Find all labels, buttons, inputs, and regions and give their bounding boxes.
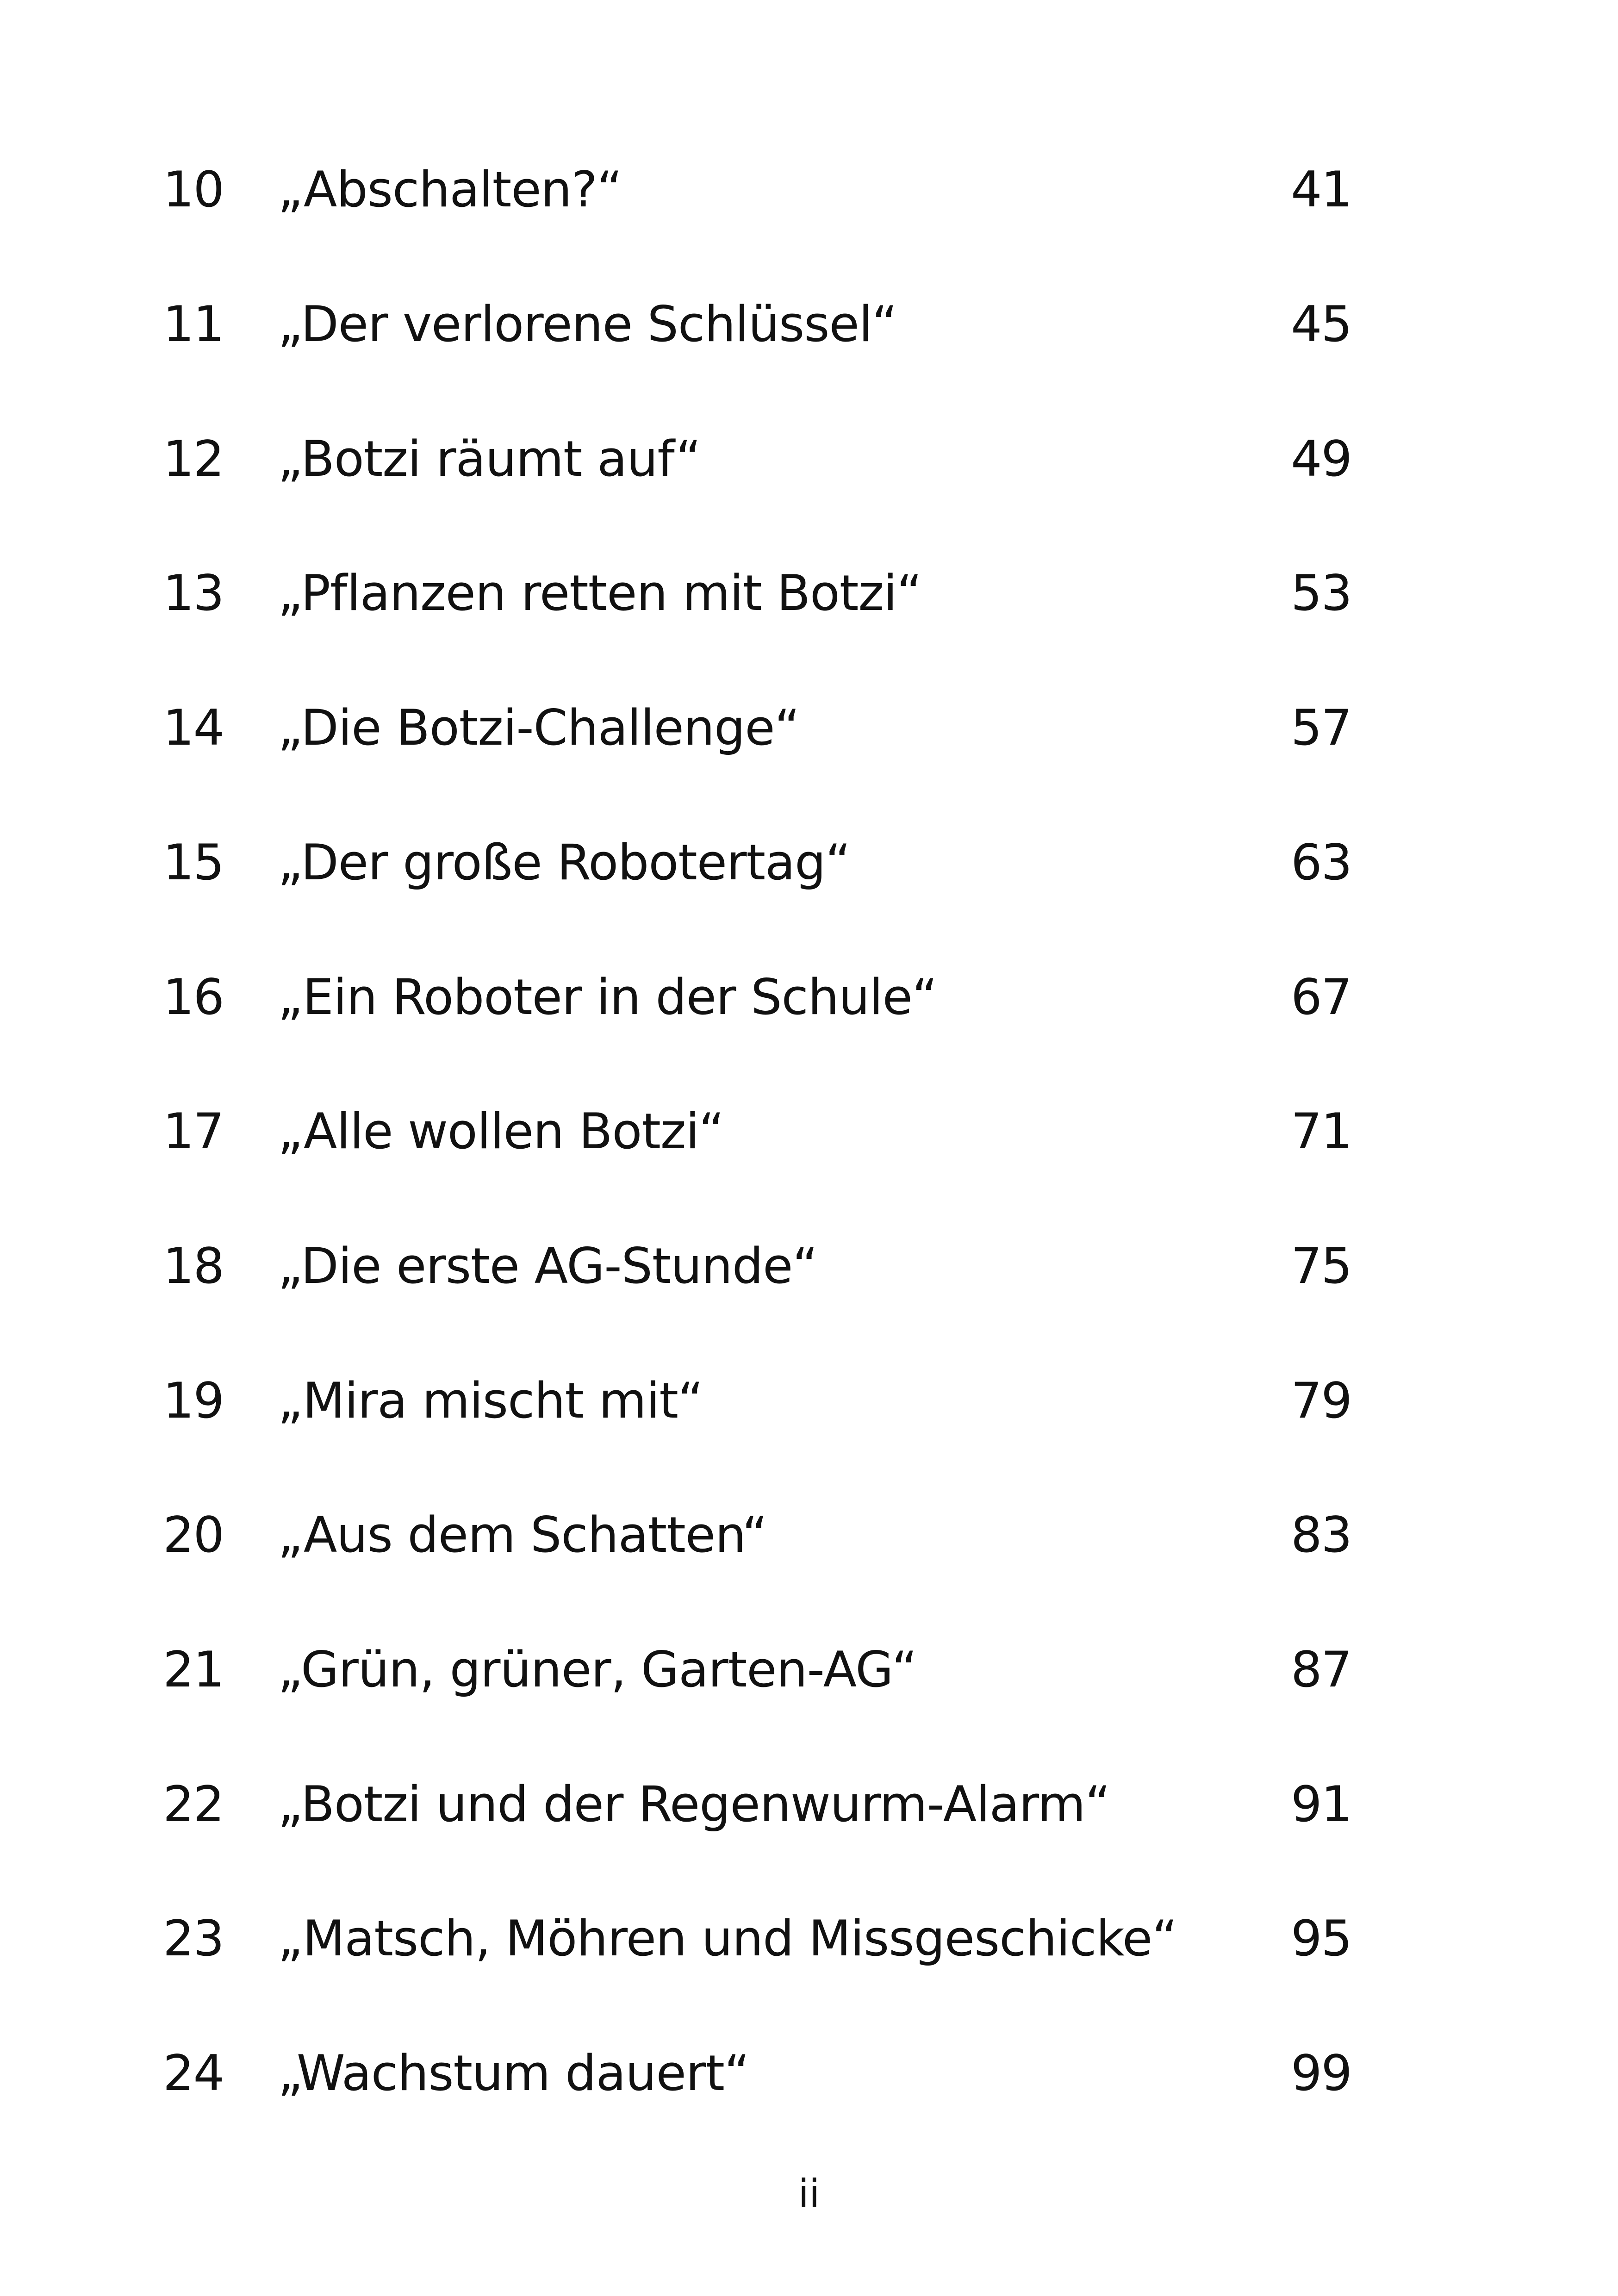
chapter-page-number: 57 [1291, 699, 1351, 756]
chapter-title: „Die Botzi-Challenge“ [278, 699, 800, 756]
toc-entry [0, 682, 1618, 774]
chapter-title: „Ein Roboter in der Schule“ [278, 969, 937, 1026]
chapter-page-number: 45 [1291, 296, 1351, 353]
chapter-page-number: 75 [1291, 1238, 1351, 1294]
toc-entry [0, 1489, 1618, 1581]
chapter-title: „Abschalten?“ [278, 161, 622, 218]
chapter-page-number: 63 [1291, 834, 1351, 891]
page-number-footer: ii [798, 2171, 820, 2216]
chapter-number: 10 [163, 161, 224, 218]
chapter-number: 14 [163, 699, 224, 756]
chapter-page-number: 99 [1291, 2045, 1351, 2102]
chapter-page-number: 53 [1291, 565, 1351, 622]
chapter-title: „Der verlorene Schlüssel“ [278, 296, 897, 353]
toc-entry [0, 2027, 1618, 2120]
toc-entry [0, 547, 1618, 640]
chapter-number: 18 [163, 1238, 224, 1294]
chapter-number: 20 [163, 1506, 224, 1563]
chapter-title: „Der große Robotertag“ [278, 834, 851, 891]
chapter-title: „Wachstum dauert“ [278, 2045, 749, 2102]
chapter-title: „Alle wollen Botzi“ [278, 1103, 724, 1160]
chapter-page-number: 49 [1291, 430, 1351, 487]
chapter-title: „Matsch, Möhren und Missgeschicke“ [278, 1910, 1177, 1967]
toc-entry [0, 143, 1618, 236]
toc-entry [0, 1220, 1618, 1313]
chapter-number: 19 [163, 1372, 224, 1429]
toc-entry [0, 1758, 1618, 1851]
toc-entry [0, 1624, 1618, 1716]
chapter-number: 17 [163, 1103, 224, 1160]
chapter-number: 23 [163, 1910, 224, 1967]
chapter-number: 16 [163, 969, 224, 1026]
toc-entry [0, 1892, 1618, 1985]
chapter-number: 24 [163, 2045, 224, 2102]
chapter-page-number: 95 [1291, 1910, 1351, 1967]
chapter-number: 15 [163, 834, 224, 891]
chapter-title: „Mira mischt mit“ [278, 1372, 703, 1429]
chapter-page-number: 91 [1291, 1776, 1351, 1833]
chapter-title: „Botzi räumt auf“ [278, 430, 701, 487]
toc-entry [0, 1085, 1618, 1178]
toc-entry [0, 1355, 1618, 1447]
chapter-number: 12 [163, 430, 224, 487]
chapter-page-number: 41 [1291, 161, 1351, 218]
toc-entry [0, 413, 1618, 505]
chapter-title: „Die erste AG-Stunde“ [278, 1238, 818, 1294]
chapter-title: „Grün, grüner, Garten-AG“ [278, 1641, 917, 1698]
chapter-page-number: 87 [1291, 1641, 1351, 1698]
chapter-number: 13 [163, 565, 224, 622]
chapter-title: „Pflanzen retten mit Botzi“ [278, 565, 922, 622]
chapter-page-number: 71 [1291, 1103, 1351, 1160]
chapter-page-number: 79 [1291, 1372, 1351, 1429]
chapter-number: 21 [163, 1641, 224, 1698]
toc-entry [0, 816, 1618, 909]
chapter-title: „Aus dem Schatten“ [278, 1506, 767, 1563]
chapter-number: 11 [163, 296, 224, 353]
toc-entry [0, 951, 1618, 1044]
chapter-title: „Botzi und der Regenwurm-Alarm“ [278, 1776, 1110, 1833]
chapter-number: 22 [163, 1776, 224, 1833]
chapter-page-number: 83 [1291, 1506, 1351, 1563]
toc-entry [0, 278, 1618, 371]
chapter-page-number: 67 [1291, 969, 1351, 1026]
